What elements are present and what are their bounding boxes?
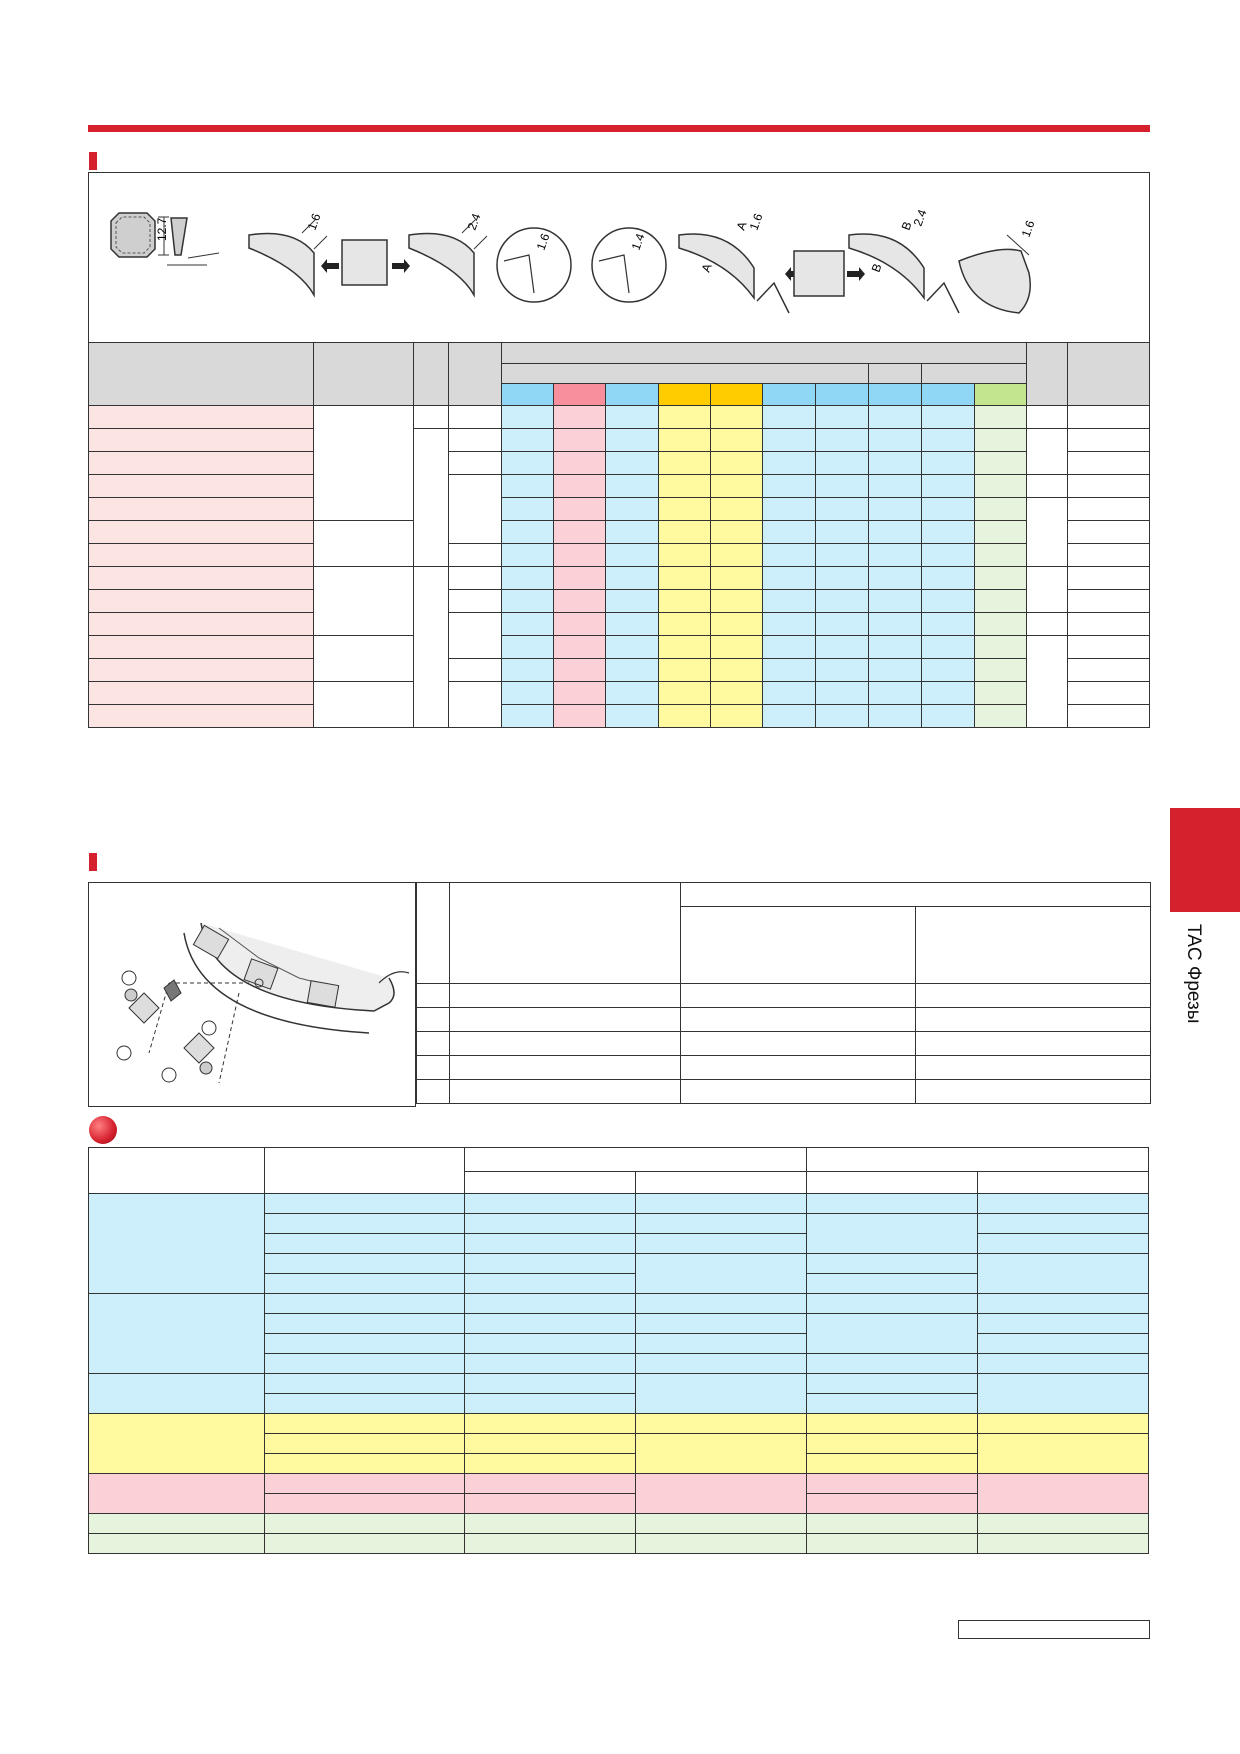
edge-detail-2 [679, 207, 959, 313]
edge-detail-3 [959, 218, 1038, 313]
svg-text:1.4: 1.4 [628, 231, 648, 253]
svg-text:A: A [733, 219, 750, 233]
svg-text:2.4: 2.4 [464, 211, 484, 233]
insert-table [88, 342, 1150, 728]
svg-text:B: B [898, 219, 915, 233]
cutter-assembly-diagram [88, 882, 416, 1107]
cutting-conditions-table [88, 1147, 1149, 1554]
svg-text:1.6: 1.6 [304, 211, 324, 233]
cutter-assembly-drawing [89, 883, 415, 1105]
recommended-cutting-conditions-icon [89, 1116, 117, 1144]
side-tab-shape [1170, 808, 1240, 912]
square-insert-icon [111, 213, 219, 265]
side-tab-label-wrap [1182, 924, 1208, 1044]
edge-detail-1 [249, 211, 487, 295]
svg-text:1.6: 1.6 [533, 231, 553, 253]
insert-diagram-panel [88, 172, 1150, 342]
side-tab [1170, 808, 1240, 912]
section-marker [89, 853, 97, 871]
spare-parts-table [416, 882, 1151, 1104]
svg-text:12.7: 12.7 [155, 217, 169, 241]
svg-text:1.6: 1.6 [746, 211, 766, 233]
page-number-box [958, 1620, 1150, 1639]
insert-geometry-diagrams [89, 173, 1149, 343]
side-tab-label: TAC Фрезы [1183, 924, 1204, 1024]
svg-text:1.6: 1.6 [1018, 218, 1038, 240]
svg-text:2.4: 2.4 [910, 207, 930, 229]
svg-text:B: B [868, 261, 885, 275]
header-rule [88, 125, 1150, 132]
edge-detail-circles [497, 228, 666, 302]
section-marker [89, 152, 97, 170]
svg-text:A: A [698, 261, 715, 275]
